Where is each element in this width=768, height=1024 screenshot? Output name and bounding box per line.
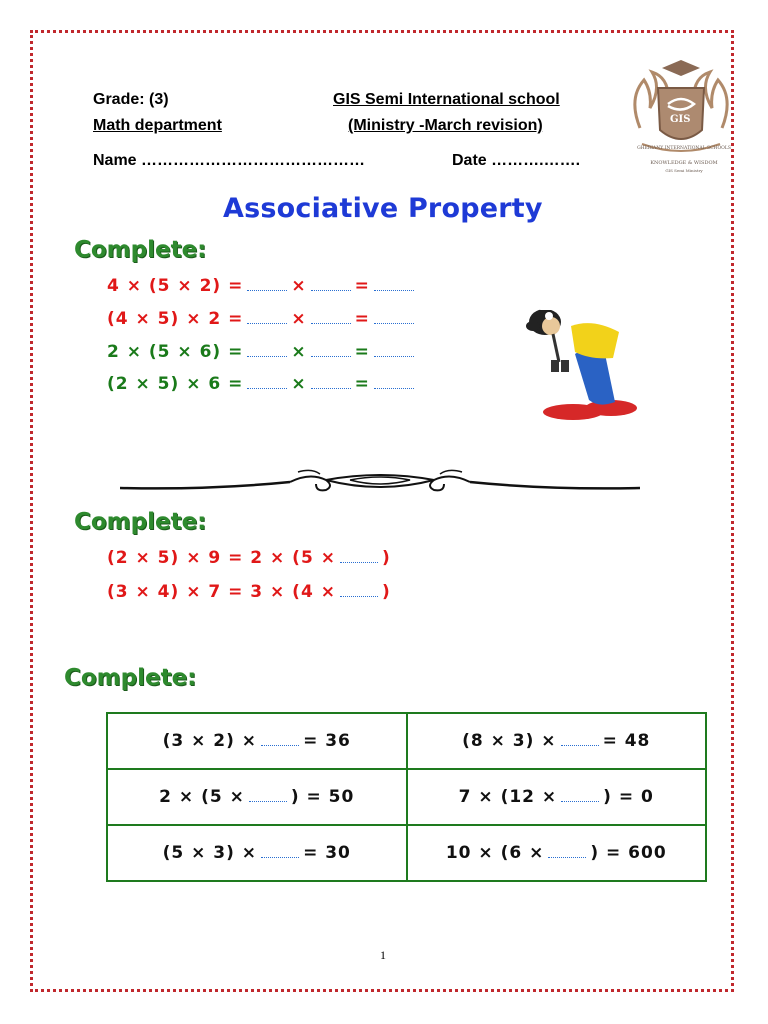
cell-after: = 30: [303, 843, 351, 863]
equation-right: ): [381, 582, 391, 602]
section1-row: [107, 374, 418, 394]
grade-label: Grade: (3): [93, 91, 169, 108]
section1-row: [107, 276, 418, 296]
school-logo: [622, 58, 740, 180]
answer-blank[interactable]: [311, 355, 351, 357]
table-cell: [107, 769, 407, 825]
answer-blank[interactable]: [247, 355, 287, 357]
answer-blank[interactable]: [247, 289, 287, 291]
cell-before: (3 × 2) ×: [162, 731, 258, 751]
table-cell: [407, 825, 707, 881]
times-sign: ×: [291, 276, 307, 296]
equation-left: 4 × (5 × 2) =: [107, 276, 244, 296]
answer-blank[interactable]: [311, 289, 351, 291]
answer-blank[interactable]: [261, 856, 299, 858]
answer-blank[interactable]: [374, 387, 414, 389]
answer-blank[interactable]: [247, 322, 287, 324]
cell-after: ) = 50: [290, 787, 355, 807]
answer-blank[interactable]: [340, 595, 378, 597]
cell-before: 7 × (12 ×: [458, 787, 558, 807]
equation-right: ): [381, 548, 391, 568]
answer-blank[interactable]: [561, 744, 599, 746]
answer-blank[interactable]: [374, 355, 414, 357]
equals-sign: =: [354, 309, 370, 329]
answer-blank[interactable]: [247, 387, 287, 389]
cell-before: 2 × (5 ×: [159, 787, 245, 807]
school-name: GIS Semi International school: [333, 91, 560, 108]
equation-left: (2 × 5) × 9 = 2 × (5 ×: [107, 548, 336, 568]
cell-after: ) = 0: [603, 787, 654, 807]
revision-label: (Ministry -March revision): [348, 117, 543, 134]
table-cell: [107, 713, 407, 769]
cell-before: 10 × (6 ×: [445, 843, 545, 863]
cell-after: = 36: [303, 731, 351, 751]
answer-blank[interactable]: [249, 800, 287, 802]
section1-heading: Complete:: [74, 237, 207, 263]
answer-blank[interactable]: [340, 561, 378, 563]
equation-left: (3 × 4) × 7 = 3 × (4 ×: [107, 582, 336, 602]
answer-blank[interactable]: [561, 800, 599, 802]
cell-after: ) = 600: [590, 843, 667, 863]
times-sign: ×: [291, 342, 307, 362]
name-field: Name ……………………………………: [93, 152, 366, 169]
answer-blank[interactable]: [261, 744, 299, 746]
answer-blank[interactable]: [311, 387, 351, 389]
times-sign: ×: [291, 374, 307, 394]
answer-blank[interactable]: [374, 322, 414, 324]
logo-letters: GIS: [670, 114, 691, 125]
equation-left: (4 × 5) × 2 =: [107, 309, 244, 329]
equals-sign: =: [354, 342, 370, 362]
logo-caption-3: GIS Semi Ministry: [665, 168, 703, 173]
section2-row: [107, 582, 391, 602]
equation-left: (2 × 5) × 6 =: [107, 374, 244, 394]
cell-before: (8 × 3) ×: [462, 731, 557, 751]
page-number: 1: [380, 948, 386, 962]
equation-left: 2 × (5 × 6) =: [107, 342, 244, 362]
logo-caption-2: KNOWLEDGE & WISDOM: [650, 160, 718, 166]
equals-sign: =: [354, 276, 370, 296]
equals-sign: =: [354, 374, 370, 394]
answer-blank[interactable]: [374, 289, 414, 291]
section2-row: [107, 548, 391, 568]
cell-before: (5 × 3) ×: [162, 843, 258, 863]
answer-blank[interactable]: [548, 856, 586, 858]
section1-row: [107, 342, 418, 362]
exercise-table: [106, 712, 707, 882]
date-field: Date ……….…….: [452, 152, 581, 169]
section1-row: [107, 309, 418, 329]
table-cell: [407, 769, 707, 825]
department-label: Math department: [93, 117, 222, 134]
cartoon-character-image: [515, 296, 643, 422]
section2-heading: Complete:: [74, 509, 207, 535]
answer-blank[interactable]: [311, 322, 351, 324]
cell-after: = 48: [602, 731, 651, 751]
times-sign: ×: [291, 309, 307, 329]
decorative-divider: [120, 468, 640, 494]
logo-caption-1: GHERIANY INTERNATIONAL SCHOOLS: [637, 146, 731, 151]
section3-heading: Complete:: [64, 665, 197, 691]
page-title: Associative Property: [223, 193, 543, 224]
table-cell: [407, 713, 707, 769]
table-cell: [107, 825, 407, 881]
